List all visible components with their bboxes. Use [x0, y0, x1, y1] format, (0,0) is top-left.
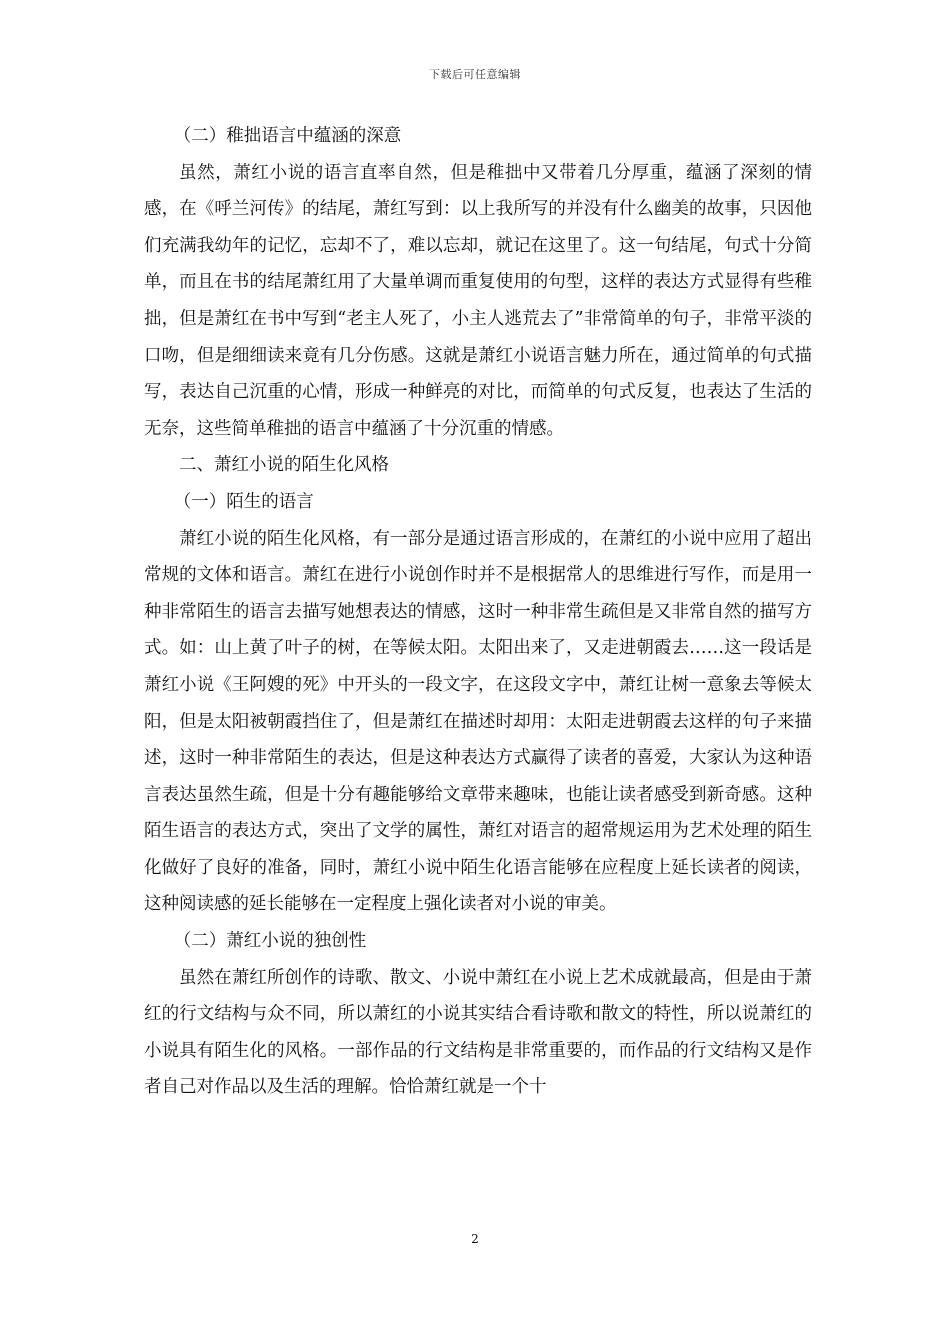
subsection-heading-2-1: （一）陌生的语言 [173, 491, 314, 512]
page-header: 下载后可任意编辑 [429, 68, 521, 81]
body-paragraph-1: 虽然，萧红小说的语言直率自然，但是稚拙中又带着几分厚重，蕴涵了深刻的情感，在《呼兰河传》的结尾，萧红写到：以上我所写的并没有什么幽美的故事，只因他们充满我幼年的记忆，忘却不了，难以忘却，就记在这里了。这一句结尾，句式十分简单，而且在书的结尾萧红用了大量单调而重复使用的句型，这样的表达方式显得有些稚拙，但是萧红在书中写到“老主人死了，小主人逃荒去了”非常简单的句子，非常平淡的口吻，但是细细读来竟有几分伤感。这就是萧红小说语言魅力所在，通过简单的句式描写，表达自己沉重的心情，形成一种鲜亮的对比，而简单的句式反复，也表达了生活的无奈，这些简单稚拙的语言中蕴涵了十分沉重的情感。 [144, 162, 812, 439]
page-number: 2 [471, 1232, 479, 1246]
body-paragraph-2: 萧红小说的陌生化风格，有一部分是通过语言形成的，在萧红的小说中应用了超出常规的文体和语言。萧红在进行小说创作时并不是根据常人的思维进行写作，而是用一种非常陌生的语言去描写她想表达的情感，这时一种非常生疏但是又非常自然的描写方式。如：山上黄了叶子的树，在等候太阳。太阳出来了，又走进朝霞去……这一段话是萧红小说《王阿嫂的死》中开头的一段文字，在这段文字中，萧红让树一意象去等候太阳，但是太阳被朝霞挡住了，但是萧红在描述时却用：太阳走进朝霞去这样的句子来描述，这时一种非常陌生的表达，但是这种表达方式赢得了读者的喜爱，大家认为这种语言表达虽然生疏，但是十分有趣能够给文章带来趣味，也能让读者感受到新奇感。这种陌生语言的表达方式，突出了文学的属性，萧红对语言的超常规运用为艺术处理的陌生化做好了良好的准备，同时，萧红小说中陌生化语言能够在应程度上延长读者的阅读，这种阅读感的延长能够在一定程度上强化读者对小说的审美。 [144, 528, 812, 915]
section-heading-2: 二、萧红小说的陌生化风格 [179, 455, 389, 476]
subsection-heading-2-2: （二）萧红小说的独创性 [173, 931, 367, 952]
subsection-heading-1: （二）稚拙语言中蕴涵的深意 [173, 126, 402, 146]
document-body [144, 118, 812, 1106]
body-paragraph-3: 虽然在萧红所创作的诗歌、散文、小说中萧红在小说上艺术成就最高，但是由于萧红的行文结构与众不同，所以萧红的小说其实结合看诗歌和散文的特性，所以说萧红的小说具有陌生化的风格。一部作品的行文结构是非常重要的，而作品的行文结构又是作者自己对作品以及生活的理解。恰恰萧红就是一个十 [144, 967, 812, 1098]
